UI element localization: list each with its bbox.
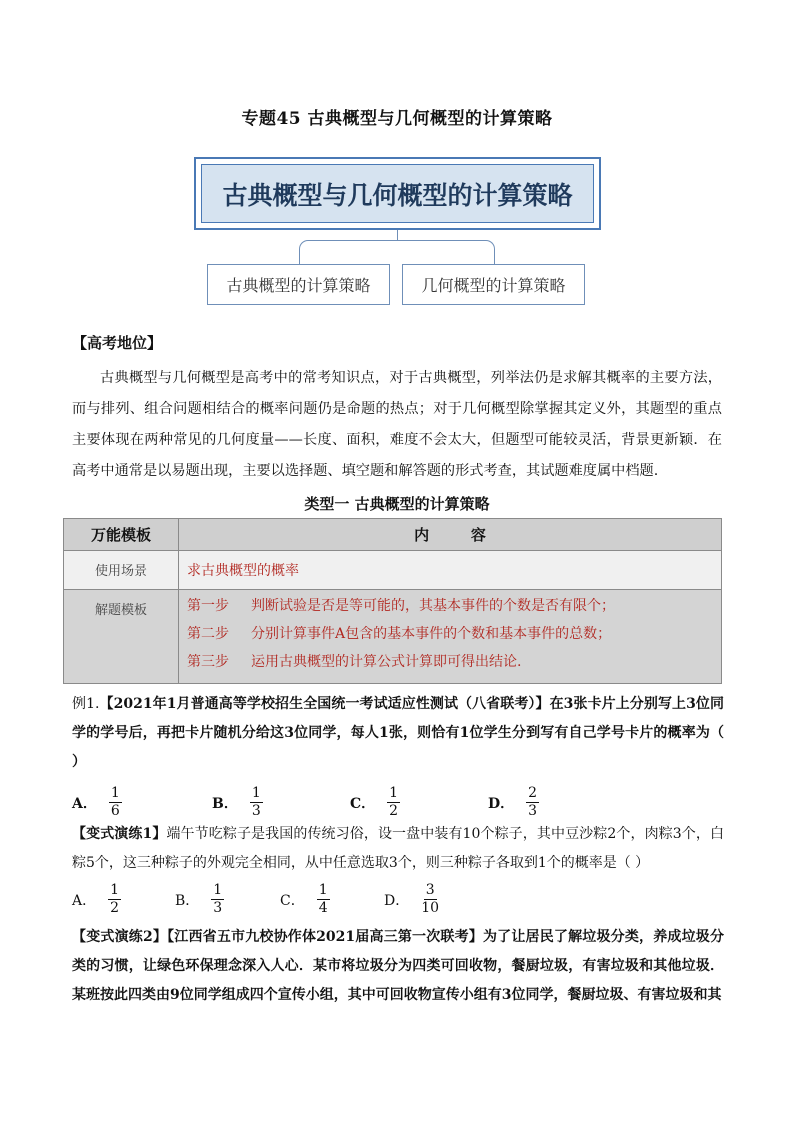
option-letter: B． (175, 892, 200, 909)
step-text: 判断试验是否是等可能的，其基本事件的个数是否有限个； (251, 598, 615, 614)
document-title: 专题45 古典概型与几何概型的计算策略 (241, 109, 553, 129)
option-letter: D． (384, 892, 410, 909)
example-1-source: 【2021年1月普通高等学校招生全国统一考试适应性测试（八省联考）】 (99, 696, 550, 712)
option-letter: D． (488, 795, 515, 812)
fraction (108, 883, 121, 916)
fraction-numerator: 1 (110, 785, 120, 801)
fraction-numerator: 1 (389, 785, 399, 801)
option-letter: C． (280, 892, 305, 909)
variant-2-stem: 为了让居民了解垃圾分类，养成垃圾分类的习惯，让绿色环保理念深入人心．某市将垃圾分为四类可回收物，餐厨垃圾，有害垃圾和其他垃圾．某班按此四类由9位同学组成四个宣传小组，其中可回收物宣传小组有3位同学，餐厨垃圾、有害垃圾和其 (72, 929, 724, 1003)
fraction (526, 786, 539, 819)
option-a (72, 786, 212, 819)
step-item (187, 592, 721, 620)
variant-1-label: 【变式演练1】 (72, 826, 167, 842)
variant-2-source: 【江西省五市九校协作体2021届高三第一次联考】 (167, 929, 483, 945)
fraction (317, 883, 330, 916)
fraction (211, 883, 224, 916)
concept-diagram-left-box: 古典概型的计算策略 (207, 264, 390, 305)
fraction (109, 786, 122, 819)
table-row-use-case (64, 551, 722, 590)
fraction-denominator: 4 (318, 900, 328, 916)
example-1-prefix: 例1. (72, 696, 100, 712)
example-1-options (72, 786, 539, 819)
variant-2-question (72, 923, 724, 1010)
step-name: 第二步 (187, 626, 229, 642)
option-c (350, 786, 488, 819)
option-letter: A． (72, 892, 97, 909)
fraction-denominator: 3 (251, 803, 261, 819)
fraction-denominator: 10 (421, 900, 440, 916)
example-1-stem: 在3张卡片上分别写上3位同学的学号后，再把卡片随机分给这3位同学，每人1张，则恰有1位学生分到写有自己学号卡片的概率为（ ） (72, 696, 724, 770)
diagram-connector-bracket (299, 240, 495, 264)
fraction (421, 883, 439, 916)
steps-content (179, 590, 722, 684)
option-letter: A． (72, 795, 97, 812)
table-header-template: 万能模板 (64, 519, 179, 551)
option-a (72, 883, 175, 916)
exam-position-paragraph: 古典概型与几何概型是高考中的常考知识点，对于古典概型，列举法仍是求解其概率的主要方法，而与排列、组合问题相结合的概率问题仍是命题的热点；对于几何概型除掌握其定义外，其题型的重点主要体现在两种常见的几何度量——长度、面积，难度不会太大，但题型可能较灵活，背景更新颖．在高考中通常是以易题出现，主要以选择题、填空题和解答题的形式考查，其试题难度属中档题. (72, 370, 722, 479)
variant-1-stem: 端午节吃粽子是我国的传统习俗，设一盘中装有10个粽子，其中豆沙粽2个，肉粽3个，白粽5个，这三种粽子的外观完全相同，从中任意选取3个，则三种粽子各取到1个的概率是（ ） (72, 826, 724, 871)
variant-1-question (72, 820, 724, 878)
fraction (387, 786, 400, 819)
option-b (212, 786, 350, 819)
step-text: 运用古典概型的计算公式计算即可得出结论. (251, 654, 522, 670)
use-case-label: 使用场景 (64, 551, 179, 590)
fraction-numerator: 2 (528, 785, 538, 801)
step-name: 第一步 (187, 598, 229, 614)
fraction-numerator: 1 (318, 882, 328, 898)
step-item (187, 620, 721, 648)
steps-label: 解题模板 (64, 590, 179, 684)
diagram-connector-vertical (397, 230, 398, 240)
fraction-denominator: 3 (213, 900, 223, 916)
type-one-heading: 类型一 古典概型的计算策略 (304, 495, 490, 513)
fraction-denominator: 2 (389, 803, 399, 819)
table-row-steps (64, 590, 722, 684)
table-header-content: 内 容 (179, 519, 722, 551)
example-1-question (72, 690, 724, 777)
fraction (250, 786, 263, 819)
option-letter: B． (212, 795, 238, 812)
concept-diagram-main-label: 古典概型与几何概型的计算策略 (201, 164, 594, 223)
fraction-denominator: 3 (528, 803, 538, 819)
variant-1-options (72, 883, 439, 916)
concept-diagram-main-box (194, 157, 601, 230)
option-c (280, 883, 384, 916)
table-header-row (64, 519, 722, 551)
fraction-denominator: 6 (110, 803, 120, 819)
option-b (175, 883, 280, 916)
use-case-content: 求古典概型的概率 (179, 551, 722, 590)
concept-diagram-right-box: 几何概型的计算策略 (402, 264, 585, 305)
solution-template-table (63, 518, 722, 684)
step-name: 第三步 (187, 654, 229, 670)
step-text: 分别计算事件A包含的基本事件的个数和基本事件的总数； (251, 626, 612, 642)
option-letter: C． (350, 795, 376, 812)
fraction-numerator: 1 (110, 882, 120, 898)
option-d (384, 883, 439, 916)
fraction-numerator: 1 (251, 785, 261, 801)
variant-2-label: 【变式演练2】 (72, 929, 168, 945)
step-item (187, 648, 721, 676)
fraction-denominator: 2 (110, 900, 120, 916)
option-d (488, 786, 539, 819)
fraction-numerator: 3 (425, 882, 435, 898)
fraction-numerator: 1 (213, 882, 223, 898)
exam-position-heading: 【高考地位】 (72, 334, 163, 352)
